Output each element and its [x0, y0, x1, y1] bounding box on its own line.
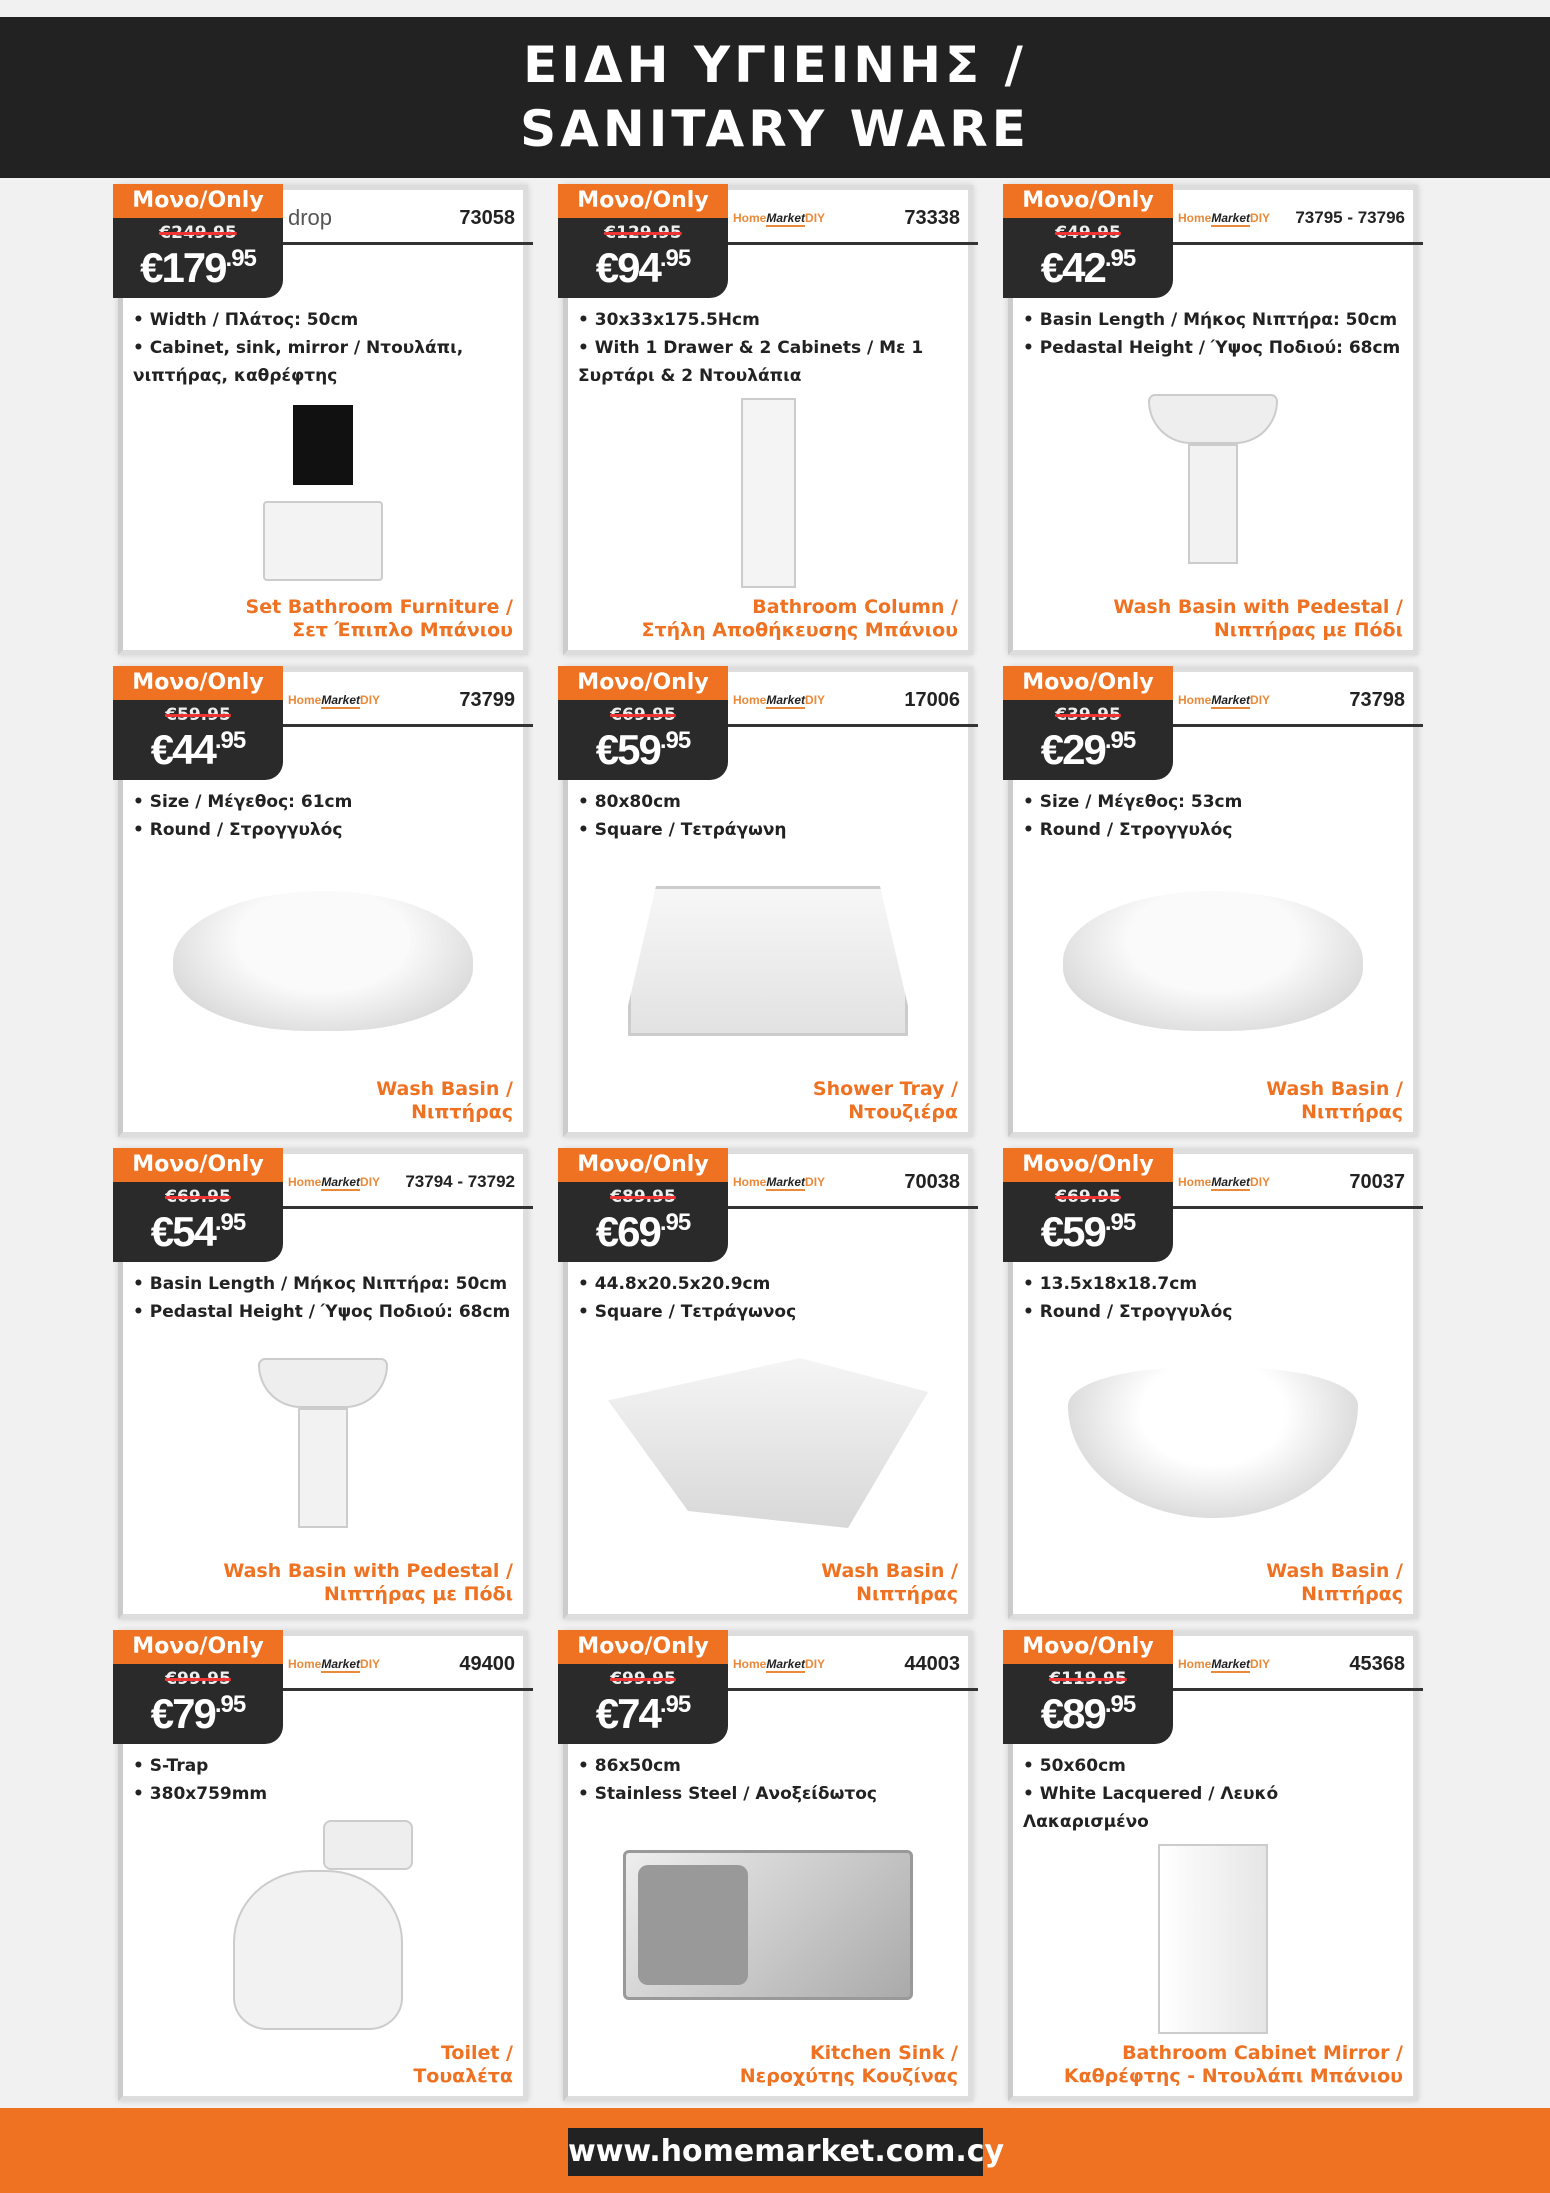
square-bowl-image	[568, 1326, 968, 1560]
round-bowl-image	[1013, 1326, 1413, 1560]
old-price: €99.95	[610, 1669, 676, 1689]
divider	[1173, 1688, 1423, 1691]
furniture-set-image	[123, 390, 523, 596]
id-row	[1178, 1164, 1405, 1200]
only-badge: Μονο/Only	[1003, 184, 1173, 218]
spec-item: • S-Trap	[133, 1756, 209, 1776]
title-english: Wash Basin /	[376, 1078, 513, 1100]
brand-logo: HomeMarketDIY	[288, 1175, 381, 1189]
only-badge: Μονο/Only	[558, 1148, 728, 1182]
title-greek: Νιπτήρας	[1301, 1583, 1403, 1605]
sale-price: $€54^{.95}$	[150, 1208, 246, 1255]
sale-price: $€69^{.95}$	[595, 1208, 691, 1255]
title-greek: Νιπτήρας	[856, 1583, 958, 1605]
spec-item: • With 1 Drawer & 2 Cabinets / Με 1 Συρτάρι & 2 Ντουλάπια	[578, 338, 924, 386]
spec-item: • 13.5x18x18.7cm	[1023, 1274, 1198, 1294]
product-card[interactable]	[563, 1149, 973, 1619]
price-box	[113, 1182, 283, 1262]
spec-list	[1013, 1266, 1413, 1326]
card-header	[568, 1154, 968, 1266]
sale-price: $€42^{.95}$	[1040, 244, 1136, 291]
spec-item: • Square / Τετράγωνη	[578, 820, 787, 840]
title-english: Shower Tray /	[812, 1078, 958, 1100]
divider	[1173, 724, 1423, 727]
card-header	[1013, 190, 1413, 302]
card-header	[123, 672, 523, 784]
spec-list	[123, 302, 523, 390]
title-english: Kitchen Sink /	[809, 2042, 958, 2064]
old-price: €59.95	[165, 705, 231, 725]
spec-list	[568, 1748, 968, 1808]
product-code: 73795 - 73796	[1295, 208, 1405, 227]
product-title	[123, 2042, 523, 2096]
column-image	[568, 390, 968, 596]
old-price: €39.95	[1055, 705, 1121, 725]
id-row	[288, 682, 515, 718]
card-header	[1013, 672, 1413, 784]
only-badge: Μονο/Only	[113, 666, 283, 700]
sale-price: $€74^{.95}$	[595, 1690, 691, 1737]
spec-list	[568, 302, 968, 390]
price-box	[1003, 1664, 1173, 1744]
spec-item: • Round / Στρογγυλός	[1023, 820, 1233, 840]
spec-item: • Size / Μέγεθος: 53cm	[1023, 792, 1243, 812]
round-basin-image	[123, 844, 523, 1078]
spec-item: • Basin Length / Μήκος Νιπτήρα: 50cm	[133, 1274, 508, 1294]
title-greek: Νεροχύτης Κουζίνας	[739, 2065, 958, 2087]
pedestal-image	[1013, 362, 1413, 596]
product-card[interactable]	[563, 185, 973, 655]
only-badge: Μονο/Only	[1003, 1148, 1173, 1182]
page-header	[0, 17, 1550, 178]
title-greek: Σετ Έπιπλο Μπάνιου	[292, 619, 513, 641]
old-price: €119.95	[1049, 1669, 1127, 1689]
title-greek: Ντουζιέρα	[848, 1101, 958, 1123]
id-row	[733, 1164, 960, 1200]
brand-logo: HomeMarketDIY	[1178, 211, 1271, 225]
old-price: €249.95	[159, 223, 237, 243]
card-header	[1013, 1154, 1413, 1266]
id-row	[288, 200, 515, 236]
old-price: €69.95	[165, 1187, 231, 1207]
product-card[interactable]	[118, 667, 528, 1137]
card-header	[123, 190, 523, 302]
product-code: 73799	[459, 688, 515, 711]
spec-list	[1013, 302, 1413, 362]
product-title	[1013, 1560, 1413, 1614]
product-card[interactable]	[1008, 1149, 1418, 1619]
product-card[interactable]	[563, 1631, 973, 2101]
only-badge: Μονο/Only	[113, 1630, 283, 1664]
spec-list	[568, 1266, 968, 1326]
price-box	[558, 700, 728, 780]
card-header	[568, 672, 968, 784]
product-card[interactable]	[1008, 1631, 1418, 2101]
card-header	[568, 190, 968, 302]
id-row	[1178, 1646, 1405, 1682]
product-title	[123, 1078, 523, 1132]
spec-list	[1013, 1748, 1413, 1836]
product-code: 44003	[904, 1652, 960, 1675]
spec-item: • Round / Στρογγυλός	[1023, 1302, 1233, 1322]
only-badge: Μονο/Only	[1003, 666, 1173, 700]
card-header	[1013, 1636, 1413, 1748]
only-badge: Μονο/Only	[558, 1630, 728, 1664]
product-code: 45368	[1349, 1652, 1405, 1675]
spec-list	[123, 1748, 523, 1808]
old-price: €49.95	[1055, 223, 1121, 243]
kitchen-sink-image	[568, 1808, 968, 2042]
only-badge: Μονο/Only	[558, 184, 728, 218]
toilet-image	[123, 1808, 523, 2042]
old-price: €99.95	[165, 1669, 231, 1689]
product-title	[568, 1078, 968, 1132]
spec-item: • Cabinet, sink, mirror / Ντουλάπι, νιπτήρας, καθρέφτης	[133, 338, 464, 386]
brand-logo: HomeMarketDIY	[733, 1657, 826, 1671]
product-title	[123, 1560, 523, 1614]
divider	[1173, 242, 1423, 245]
divider	[283, 242, 533, 245]
only-badge: Μονο/Only	[558, 666, 728, 700]
title-greek: Τουαλέτα	[413, 2065, 513, 2087]
product-card[interactable]	[563, 667, 973, 1137]
id-row	[733, 200, 960, 236]
title-greek: Νιπτήρας	[411, 1101, 513, 1123]
title-greek: Νιπτήρας	[1301, 1101, 1403, 1123]
sale-price: $€79^{.95}$	[150, 1690, 246, 1737]
title-english: Wash Basin /	[1266, 1078, 1403, 1100]
product-title	[1013, 1078, 1413, 1132]
card-header	[123, 1636, 523, 1748]
price-box	[1003, 1182, 1173, 1262]
brand-logo: HomeMarketDIY	[1178, 1657, 1271, 1671]
title-english: Bathroom Column /	[752, 596, 958, 618]
only-badge: Μονο/Only	[113, 1148, 283, 1182]
brand-logo: HomeMarketDIY	[288, 693, 381, 707]
product-card[interactable]	[118, 1149, 528, 1619]
old-price: €129.95	[604, 223, 682, 243]
only-badge: Μονο/Only	[1003, 1630, 1173, 1664]
product-card[interactable]	[118, 185, 528, 655]
website-link[interactable]: www.homemarket.com.cy	[568, 2128, 983, 2176]
spec-list	[568, 784, 968, 844]
id-row	[1178, 200, 1405, 236]
old-price: €69.95	[610, 705, 676, 725]
sale-price: $€59^{.95}$	[1040, 1208, 1136, 1255]
price-box	[1003, 700, 1173, 780]
sale-price: $€179^{.95}$	[140, 244, 256, 291]
divider	[283, 724, 533, 727]
divider	[728, 242, 978, 245]
spec-item: • 50x60cm	[1023, 1756, 1126, 1776]
title-english: Wash Basin with Pedestal /	[1113, 596, 1403, 618]
spec-item: • Pedastal Height / Ύψος Ποδιού: 68cm	[1023, 338, 1401, 358]
spec-item: • 44.8x20.5x20.9cm	[578, 1274, 771, 1294]
sale-price: $€44^{.95}$	[150, 726, 246, 773]
brand-logo: HomeMarketDIY	[733, 1175, 826, 1189]
product-card[interactable]	[1008, 667, 1418, 1137]
divider	[1173, 1206, 1423, 1209]
product-title	[123, 596, 523, 650]
title-english: Wash Basin with Pedestal /	[223, 1560, 513, 1582]
spec-item: • Size / Μέγεθος: 61cm	[133, 792, 353, 812]
spec-list	[123, 1266, 523, 1326]
card-header	[568, 1636, 968, 1748]
spec-list	[1013, 784, 1413, 844]
divider	[728, 1688, 978, 1691]
product-code: 49400	[459, 1652, 515, 1675]
product-code: 73058	[459, 206, 515, 229]
spec-item: • Round / Στρογγυλός	[133, 820, 343, 840]
old-price: €89.95	[610, 1187, 676, 1207]
divider	[728, 724, 978, 727]
title-english: Wash Basin /	[821, 1560, 958, 1582]
id-row	[733, 1646, 960, 1682]
header-title-greek: ΕΙΔΗ ΥΓΙΕΙΝΗΣ /	[523, 36, 1027, 94]
brand-logo: HomeMarketDIY	[288, 1657, 381, 1671]
divider	[728, 1206, 978, 1209]
brand-logo: HomeMarketDIY	[1178, 693, 1271, 707]
price-box	[558, 1182, 728, 1262]
price-box	[113, 218, 283, 298]
sale-price: $€89^{.95}$	[1040, 1690, 1136, 1737]
product-code: 73338	[904, 206, 960, 229]
spec-item: • Pedastal Height / Ύψος Ποδιού: 68cm	[133, 1302, 511, 1322]
product-title	[1013, 2042, 1413, 2096]
id-row	[733, 682, 960, 718]
price-box	[558, 1664, 728, 1744]
id-row	[1178, 682, 1405, 718]
price-box	[558, 218, 728, 298]
old-price: €69.95	[1055, 1187, 1121, 1207]
product-grid	[118, 185, 1418, 2101]
card-header	[123, 1154, 523, 1266]
spec-item: • Square / Τετράγωνος	[578, 1302, 797, 1322]
only-badge: Μονο/Only	[113, 184, 283, 218]
spec-item: • Basin Length / Μήκος Νιπτήρα: 50cm	[1023, 310, 1398, 330]
id-row	[288, 1164, 515, 1200]
sale-price: $€29^{.95}$	[1040, 726, 1136, 773]
title-english: Set Bathroom Furniture /	[245, 596, 513, 618]
brand-logo: HomeMarketDIY	[1178, 1175, 1271, 1189]
brand-logo: HomeMarketDIY	[733, 211, 826, 225]
title-greek: Καθρέφτης - Ντουλάπι Μπάνιου	[1063, 2065, 1403, 2087]
title-greek: Νιπτήρας με Πόδι	[323, 1583, 513, 1605]
spec-item: • Width / Πλάτος: 50cm	[133, 310, 359, 330]
title-greek: Νιπτήρας με Πόδι	[1213, 619, 1403, 641]
product-card[interactable]	[118, 1631, 528, 2101]
price-box	[113, 1664, 283, 1744]
spec-item: • 30x33x175.5Hcm	[578, 310, 760, 330]
round-basin-image	[1013, 844, 1413, 1078]
divider	[283, 1688, 533, 1691]
id-row	[288, 1646, 515, 1682]
divider	[283, 1206, 533, 1209]
product-code: 73798	[1349, 688, 1405, 711]
title-english: Wash Basin /	[1266, 1560, 1403, 1582]
product-title	[568, 2042, 968, 2096]
mirror-cabinet-image	[1013, 1836, 1413, 2042]
spec-item: • White Lacquered / Λευκό Λακαρισμένο	[1023, 1784, 1279, 1832]
sale-price: $€94^{.95}$	[595, 244, 691, 291]
product-code: 73794 - 73792	[405, 1172, 515, 1191]
spec-item: • Stainless Steel / Ανοξείδωτος	[578, 1784, 877, 1804]
brand-logo: HomeMarketDIY	[733, 693, 826, 707]
title-english: Bathroom Cabinet Mirror /	[1122, 2042, 1403, 2064]
shower-tray-image	[568, 844, 968, 1078]
spec-item: • 86x50cm	[578, 1756, 681, 1776]
product-card[interactable]	[1008, 185, 1418, 655]
product-title	[1013, 596, 1413, 650]
product-title	[568, 596, 968, 650]
title-english: Toilet /	[440, 2042, 513, 2064]
product-title	[568, 1560, 968, 1614]
spec-list	[123, 784, 523, 844]
spec-item: • 80x80cm	[578, 792, 681, 812]
sale-price: $€59^{.95}$	[595, 726, 691, 773]
product-code: 70037	[1349, 1170, 1405, 1193]
spec-item: • 380x759mm	[133, 1784, 268, 1804]
pedestal-image	[123, 1326, 523, 1560]
brand-logo: drop	[288, 205, 333, 230]
product-code: 17006	[904, 688, 960, 711]
header-title-english: SANITARY WARE	[520, 100, 1030, 158]
title-greek: Στήλη Αποθήκευσης Μπάνιου	[641, 619, 958, 641]
price-box	[113, 700, 283, 780]
price-box	[1003, 218, 1173, 298]
product-code: 70038	[904, 1170, 960, 1193]
